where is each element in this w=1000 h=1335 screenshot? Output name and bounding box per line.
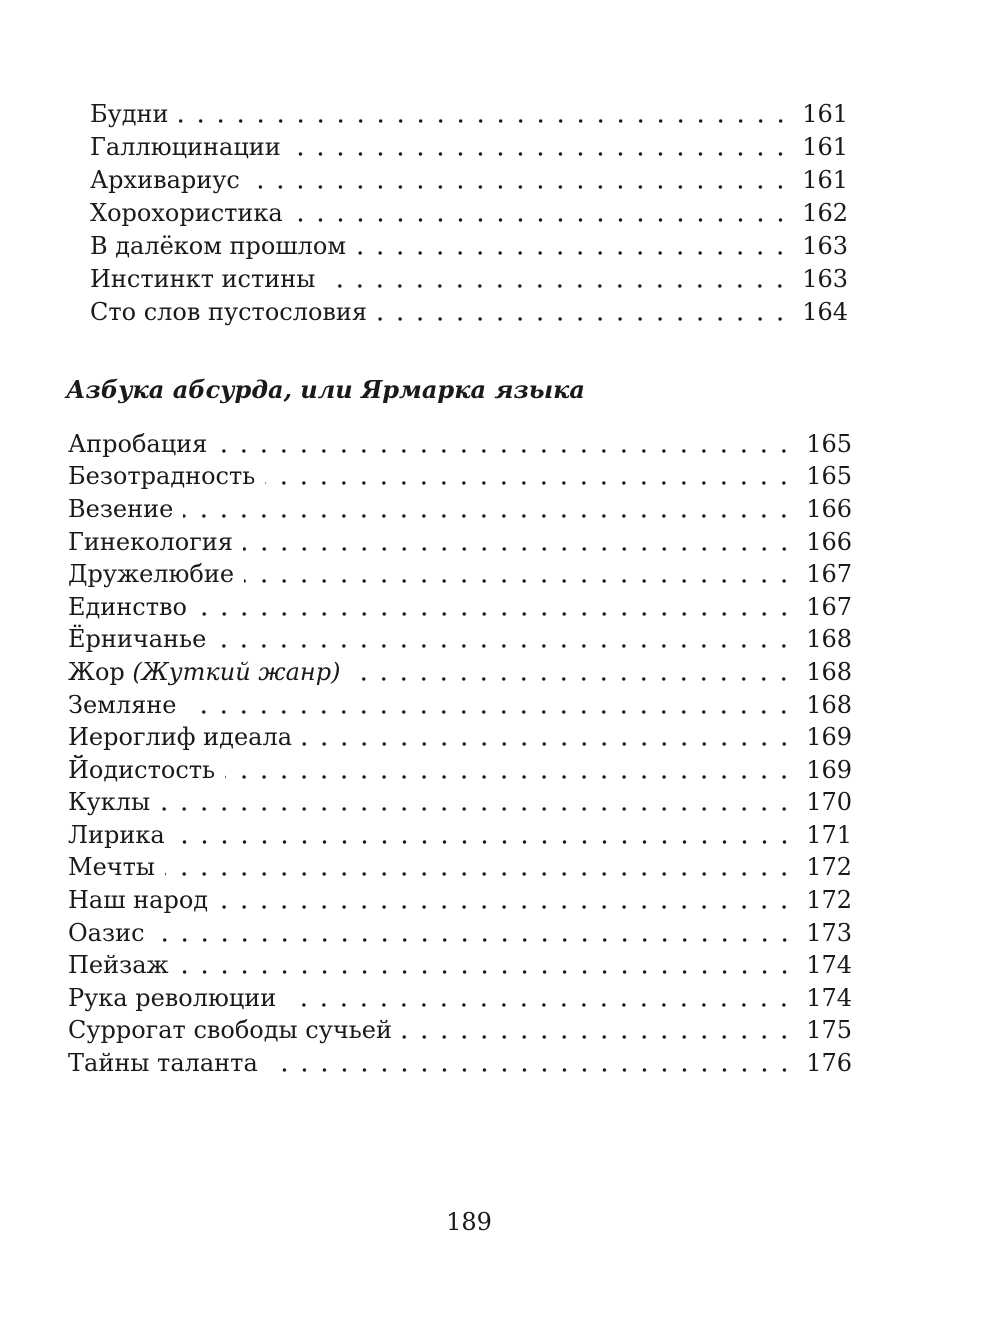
toc-entry [68,851,852,883]
toc-leader-dots [175,98,795,130]
toc-entry-page: 171 [806,821,852,849]
toc-entry [68,982,852,1014]
toc-entry [68,656,852,688]
toc-leader-dots [321,263,794,295]
toc-entry-title: В далёком прошлом [90,232,347,260]
toc-leader-dots [171,819,798,851]
toc-entry-page: 161 [802,133,848,161]
toc-entry-page: 164 [802,298,848,326]
toc-entry-page: 163 [802,265,848,293]
toc-entry-title: Безотрадность [68,462,256,490]
toc-entry-title: Наш народ [68,886,209,914]
toc-entry [68,526,852,558]
toc-entry-page: 170 [806,788,852,816]
toc-entry [68,721,852,753]
toc-entry [68,689,852,721]
toc-entry [68,754,852,786]
toc-entry [90,197,848,229]
toc-entry [68,558,852,590]
toc-entry-page: 172 [806,886,852,914]
toc-entry-page: 172 [806,853,852,881]
toc-entry-page: 166 [806,495,852,523]
toc-leader-dots [179,493,798,525]
toc-leader-dots [298,721,798,753]
toc-entry-page: 176 [806,1049,852,1077]
toc-leader-dots [282,982,798,1014]
toc-entry-title: Гинекология [68,528,233,556]
toc-entry-page: 163 [802,232,848,260]
toc-entry-title: Мечты [68,853,156,881]
toc-entry [68,460,852,492]
toc-leader-dots [213,428,798,460]
toc-leader-dots [156,786,798,818]
toc-leader-dots [175,949,799,981]
toc-entry [90,296,848,328]
toc-leader-dots [221,754,798,786]
toc-leader-dots [246,164,794,196]
section-heading: Азбука абсурда, или Ярмарка языка [66,375,585,404]
toc-entry-title: Тайны таланта [68,1049,258,1077]
toc-leader-dots [193,591,798,623]
toc-entry-title: Архивариус [90,166,240,194]
toc-entry-title: Инстинкт истины [90,265,316,293]
toc-entry-title: Лирика [68,821,165,849]
toc-entry [68,884,852,916]
toc-entry-title [68,656,346,688]
toc-entry-title: Хорохористика [90,199,283,227]
toc-leader-dots [161,851,798,883]
toc-leader-dots [264,1047,798,1079]
toc-entry [68,428,852,460]
toc-entry-title: Галлюцинации [90,133,281,161]
toc-entry [68,786,852,818]
toc-entry [68,493,852,525]
toc-leader-dots [240,558,798,590]
toc-entry-page: 175 [806,1016,852,1044]
toc-entry [68,1014,852,1046]
toc-entry [90,164,848,196]
toc-entry-page: 173 [806,919,852,947]
toc-entry-subtitle: (Жуткий жанр) [132,658,341,686]
toc-entry-title-main: Жор [68,658,125,686]
toc-entry-page: 168 [806,658,852,686]
toc-entry-page: 174 [806,951,852,979]
toc-leader-dots [373,296,794,328]
toc-entry [68,949,852,981]
toc-entry [90,98,848,130]
toc-entry-title: Сто слов пустословия [90,298,368,326]
toc-leader-dots [352,230,794,262]
toc-leader-dots [289,197,794,229]
toc-entry [68,819,852,851]
toc-entry [90,131,848,163]
toc-entry-page: 174 [806,984,852,1012]
toc-entry-page: 169 [806,723,852,751]
toc-entry-page: 167 [806,593,852,621]
toc-entry-title: Единство [68,593,187,621]
toc-entry-title: Дружелюбие [68,560,235,588]
toc-entry-page: 169 [806,756,852,784]
toc-leader-dots [212,623,798,655]
toc-leader-dots [261,460,798,492]
toc-entry-title: Йодистость [68,756,216,784]
toc-entry [68,1047,852,1079]
toc-leader-dots [398,1014,798,1046]
toc-entry-page: 161 [802,166,848,194]
toc-entry-title: Земляне [68,691,177,719]
toc-leader-dots [214,884,798,916]
toc-entry-page: 165 [806,430,852,458]
toc-entry-title: Везение [68,495,174,523]
toc-leader-dots [239,526,798,558]
toc-entry-page: 166 [806,528,852,556]
toc-entry [90,263,848,295]
page-number: 189 [446,1208,492,1236]
toc-entry-page: 168 [806,691,852,719]
toc-entry-title: Апробация [68,430,208,458]
toc-entry-page: 161 [802,100,848,128]
toc-entry-title: Пейзаж [68,951,169,979]
toc-entry-title: Суррогат свободы сучьей [68,1016,392,1044]
toc-entry-title: Иероглиф идеала [68,723,293,751]
toc-entry-title: Куклы [68,788,151,816]
toc-leader-dots [346,656,798,688]
toc-entry-page: 167 [806,560,852,588]
toc-entry [90,230,848,262]
toc-entry [68,917,852,949]
toc-entry [68,591,852,623]
toc-entry-page: 162 [802,199,848,227]
toc-entry-title: Ёрничанье [68,625,207,653]
toc-entry-page: 168 [806,625,852,653]
toc-entry [68,623,852,655]
toc-entry-title: Будни [90,100,169,128]
toc-leader-dots [182,689,798,721]
toc-leader-dots [287,131,794,163]
toc-entry-title: Рука революции [68,984,277,1012]
toc-entry-title: Оазис [68,919,145,947]
toc-leader-dots [151,917,799,949]
toc-entry-page: 165 [806,462,852,490]
